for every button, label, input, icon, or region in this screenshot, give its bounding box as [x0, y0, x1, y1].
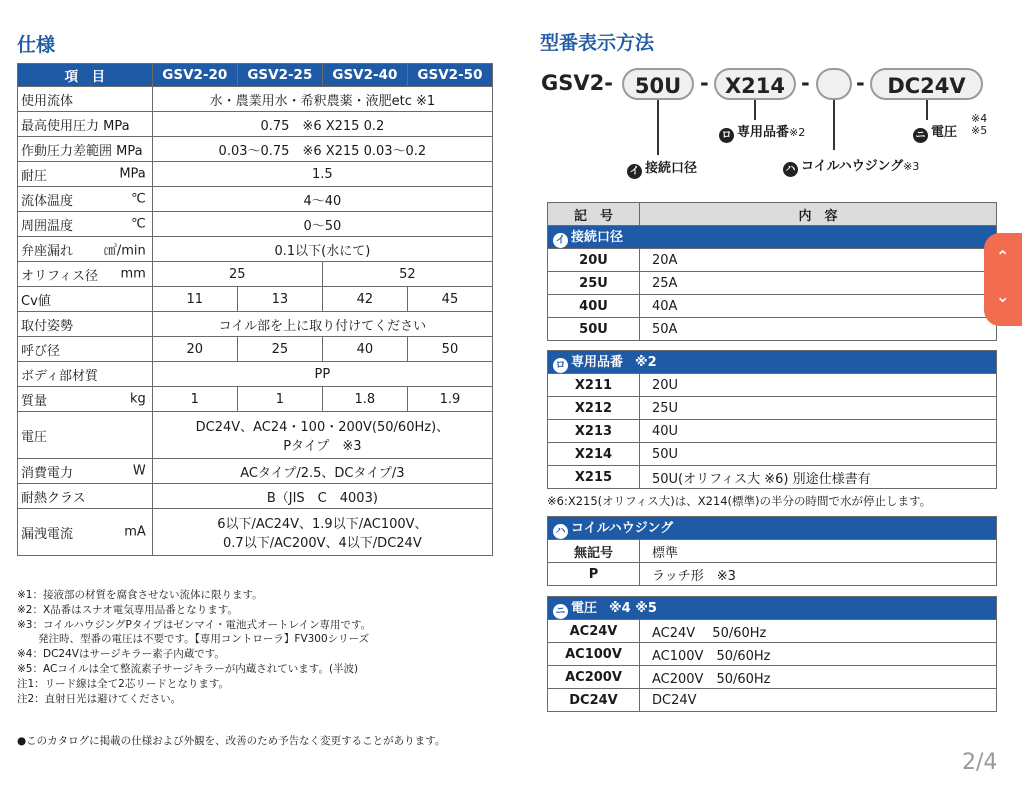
spec-value: B（JIS C 4003)	[152, 484, 492, 509]
spec-row	[18, 187, 493, 212]
spec-row-label	[18, 459, 153, 484]
spec-row	[18, 162, 493, 187]
spec-row	[18, 287, 493, 312]
spec-header-model: GSV2-40	[322, 64, 407, 87]
spec-value: 20	[152, 337, 237, 362]
code-part-voltage: DC24V	[870, 68, 983, 100]
code-symbol: AC100V	[548, 643, 640, 666]
code-symbol: X211	[548, 374, 640, 397]
note-line: 注2：直射日光は避けてください。	[17, 692, 182, 705]
code-symbol: 20U	[548, 249, 640, 272]
spec-row	[18, 362, 493, 387]
code-row	[548, 643, 997, 666]
code-group-table	[547, 350, 997, 489]
spec-value: 4～40	[152, 187, 492, 212]
spec-label-text: 最高使用圧力 MPa	[21, 118, 130, 134]
callout-ni	[913, 121, 957, 143]
code-row	[548, 620, 997, 643]
spec-value	[152, 509, 492, 556]
code-group-header	[548, 597, 997, 620]
note-line: 発注時、型番の電圧は不要です。【専用コントローラ】FV300シリーズ	[17, 633, 370, 646]
spec-value: コイル部を上に取り付けてください	[152, 312, 492, 337]
group-title-text: 専用品番	[571, 355, 624, 370]
disclaimer: ●このカタログに掲載の仕様および外観を、改善のため予告なく変更することがあります。	[17, 735, 446, 747]
code-symbol: X213	[548, 420, 640, 443]
spec-value: 11	[152, 287, 237, 312]
note-line: ※3：コイルハウジングPタイプはゼンマイ・電池式オートレイン専用です。	[17, 618, 372, 631]
page-scroll-control[interactable]	[984, 233, 1022, 326]
spec-row-label	[18, 312, 153, 337]
spec-row-label	[18, 337, 153, 362]
code-table-header-cell: 記 号	[548, 203, 640, 226]
note-line: ※1：接液部の材質を腐食させない流体に限ります。	[17, 589, 263, 601]
code-part-connection: 50U	[622, 68, 694, 100]
spec-label-text: 電圧	[21, 429, 48, 445]
code-group-header	[548, 517, 997, 540]
i-mark-icon: イ	[627, 164, 642, 179]
code-group-title	[548, 597, 997, 620]
code-description: DC24V	[640, 689, 997, 712]
group-title-text: コイルハウジング	[571, 521, 674, 536]
code-symbol: X215	[548, 466, 640, 489]
group-mark-icon: ニ	[553, 604, 568, 619]
callout-i	[627, 157, 697, 179]
spec-unit: mm	[120, 266, 146, 282]
callout-note: ※3	[903, 160, 920, 173]
spec-header-row	[18, 64, 493, 87]
spec-value: 0.03～0.75 ※6 X215 0.03～0.2	[152, 137, 492, 162]
group-title-text: 接続口径	[571, 230, 624, 245]
code-dash: -	[700, 71, 709, 95]
code-description: AC24V 50/60Hz	[640, 620, 997, 643]
spec-value: PP	[152, 362, 492, 387]
callout-ro	[719, 121, 805, 143]
code-description: 50U	[640, 443, 997, 466]
group-mark-icon: ロ	[553, 358, 568, 373]
spec-header-model: GSV2-25	[237, 64, 322, 87]
spec-value: 45	[407, 287, 492, 312]
code-symbol: 50U	[548, 318, 640, 341]
spec-label-text: オリフィス径	[21, 268, 98, 284]
code-description: ラッチ形 ※3	[640, 563, 997, 586]
code-description: AC100V 50/60Hz	[640, 643, 997, 666]
code-row	[548, 295, 997, 318]
callout-line	[833, 100, 835, 150]
ro-mark-icon: ロ	[719, 128, 734, 143]
code-description: 20A	[640, 249, 997, 272]
spec-label-text: 作動圧力差範囲 MPa	[21, 143, 143, 159]
spec-value: 1.5	[152, 162, 492, 187]
note-line: ※5：ACコイルは全て整流素子サージキラーが内蔵されています。(半波)	[17, 662, 359, 675]
note-6: ※6:X215(オリフィス大)は、X214(標準)の半分の時間で水が停止します。	[547, 494, 932, 508]
spec-value	[152, 412, 492, 459]
code-table-header-cell: 内 容	[640, 203, 997, 226]
spec-label-text: 周囲温度	[21, 218, 74, 234]
code-row	[548, 249, 997, 272]
spec-row-label	[18, 137, 153, 162]
code-description: 20U	[640, 374, 997, 397]
spec-row	[18, 87, 493, 112]
spec-label-text: 取付姿勢	[21, 318, 74, 334]
spec-row-label	[18, 112, 153, 137]
code-group-table	[547, 202, 997, 341]
spec-label-text: 呼び径	[21, 343, 61, 359]
code-part-special: X214	[714, 68, 796, 100]
group-note: ※4 ※5	[609, 601, 657, 616]
spec-row-label	[18, 87, 153, 112]
spec-row-label	[18, 362, 153, 387]
spec-row	[18, 112, 493, 137]
code-symbol: DC24V	[548, 689, 640, 712]
spec-value: 25	[237, 337, 322, 362]
spec-row-label	[18, 212, 153, 237]
code-row	[548, 666, 997, 689]
spec-value: 42	[322, 287, 407, 312]
spec-notes	[17, 588, 371, 706]
spec-row	[18, 262, 493, 287]
group-title-text: 電圧	[571, 601, 598, 616]
spec-row-label	[18, 187, 153, 212]
code-row	[548, 397, 997, 420]
code-symbol: AC200V	[548, 666, 640, 689]
code-symbol: X212	[548, 397, 640, 420]
note-line: ※4：DC24Vはサージキラー素子内蔵です。	[17, 648, 225, 661]
callout-text: コイルハウジング	[801, 159, 904, 174]
code-row	[548, 420, 997, 443]
code-row	[548, 540, 997, 563]
ha-mark-icon: ハ	[783, 162, 798, 177]
callout-note: ※2	[789, 126, 806, 139]
spec-header-model: GSV2-50	[407, 64, 492, 87]
spec-unit: MPa	[119, 166, 146, 182]
code-description: 50A	[640, 318, 997, 341]
group-note: ※2	[635, 355, 657, 370]
spec-unit: mA	[124, 524, 146, 540]
spec-unit: ℃	[131, 216, 146, 232]
code-symbol: X214	[548, 443, 640, 466]
spec-value: 13	[237, 287, 322, 312]
spec-row-label	[18, 162, 153, 187]
spec-row-label	[18, 509, 153, 556]
spec-value: 1	[237, 387, 322, 412]
code-dash: -	[801, 71, 810, 95]
ni-mark-icon: ニ	[913, 128, 928, 143]
spec-row	[18, 312, 493, 337]
code-description: 25A	[640, 272, 997, 295]
code-row	[548, 466, 997, 489]
code-row	[548, 689, 997, 712]
callout-ha	[783, 155, 919, 177]
code-group-title	[548, 517, 997, 540]
scroll-up-icon[interactable]: ⌃	[996, 247, 1010, 266]
callout-line	[657, 100, 659, 155]
spec-row	[18, 459, 493, 484]
spec-row	[18, 509, 493, 556]
spec-label-text: Cv値	[21, 293, 51, 309]
spec-label-text: 使用流体	[21, 93, 74, 109]
spec-label-text: 消費電力	[21, 465, 74, 481]
code-description: 40A	[640, 295, 997, 318]
code-row	[548, 374, 997, 397]
spec-label-text: 流体温度	[21, 193, 74, 209]
spec-row-label	[18, 412, 153, 459]
spec-unit: ℃	[131, 191, 146, 207]
code-symbol: P	[548, 563, 640, 586]
callout-text: 専用品番	[737, 125, 790, 140]
code-group-table	[547, 596, 997, 712]
code-table-header	[548, 203, 997, 226]
code-symbol: 25U	[548, 272, 640, 295]
callout-line	[754, 100, 756, 120]
model-code-title: 型番表示方法	[540, 32, 655, 54]
note-line: ※2：X品番はスナオ電気専用品番となります。	[17, 603, 238, 616]
spec-value-line: 6以下/AC24V、1.9以下/AC100V、	[217, 517, 428, 532]
spec-row	[18, 412, 493, 459]
spec-unit: kg	[129, 391, 146, 407]
spec-row-label	[18, 484, 153, 509]
spec-unit: ㎤/min	[103, 243, 146, 259]
code-row	[548, 443, 997, 466]
code-description: AC200V 50/60Hz	[640, 666, 997, 689]
spec-row-label	[18, 287, 153, 312]
spec-row	[18, 484, 493, 509]
spec-value: 1.8	[322, 387, 407, 412]
spec-value: 0.75 ※6 X215 0.2	[152, 112, 492, 137]
spec-value: 40	[322, 337, 407, 362]
callout-note: ※4	[971, 112, 988, 125]
spec-value: 水・農業用水・希釈農薬・液肥etc ※1	[152, 87, 492, 112]
callout-ni-notes	[971, 113, 987, 137]
code-description: 25U	[640, 397, 997, 420]
spec-table	[17, 63, 493, 556]
code-row	[548, 318, 997, 341]
spec-value-line: Pタイプ ※3	[283, 439, 362, 454]
code-row	[548, 563, 997, 586]
spec-row-label	[18, 237, 153, 262]
spec-label-text: 質量	[21, 393, 48, 409]
spec-row	[18, 387, 493, 412]
code-prefix: GSV2-	[541, 71, 613, 95]
spec-label-text: 漏洩電流	[21, 526, 74, 542]
spec-value: 0.1以下(水にて)	[152, 237, 492, 262]
spec-row	[18, 237, 493, 262]
spec-title: 仕様	[17, 34, 56, 56]
code-description: 50U(オリフィス大 ※6) 別途仕様書有	[640, 466, 997, 489]
spec-header-model: GSV2-20	[152, 64, 237, 87]
spec-row	[18, 212, 493, 237]
code-description: 標準	[640, 540, 997, 563]
callout-text: 電圧	[931, 125, 958, 140]
spec-value-line: DC24V、AC24・100・200V(50/60Hz)、	[195, 420, 450, 435]
page-indicator: 2/4	[962, 750, 998, 775]
code-symbol: 無記号	[548, 540, 640, 563]
spec-value-line: 0.7以下/AC200V、4以下/DC24V	[223, 536, 422, 551]
spec-value: ACタイプ/2.5、DCタイプ/3	[152, 459, 492, 484]
spec-value: 52	[322, 262, 492, 287]
code-part-housing	[816, 68, 852, 100]
spec-value: 25	[152, 262, 322, 287]
code-description: 40U	[640, 420, 997, 443]
group-mark-icon: ハ	[553, 524, 568, 539]
spec-label-text: 耐熱クラス	[21, 490, 86, 506]
spec-header-item: 項 目	[18, 64, 153, 87]
spec-row	[18, 337, 493, 362]
callout-text: 接続口径	[645, 161, 698, 176]
callout-line	[926, 100, 928, 120]
callout-note: ※5	[971, 124, 988, 137]
code-group-header	[548, 351, 997, 374]
spec-value: 0～50	[152, 212, 492, 237]
spec-value: 1.9	[407, 387, 492, 412]
spec-row-label	[18, 387, 153, 412]
code-row	[548, 272, 997, 295]
spec-row-label	[18, 262, 153, 287]
spec-value: 50	[407, 337, 492, 362]
code-symbol: 40U	[548, 295, 640, 318]
spec-label-text: ボディ部材質	[21, 368, 98, 384]
spec-unit: W	[132, 463, 146, 479]
code-group-title	[548, 351, 997, 374]
code-group-header	[548, 226, 997, 249]
note-line: 注1：リード線は全て2芯リードとなります。	[17, 677, 230, 690]
spec-label-text: 耐圧	[21, 168, 48, 184]
group-mark-icon: イ	[553, 233, 568, 248]
code-symbol: AC24V	[548, 620, 640, 643]
spec-label-text: 弁座漏れ	[21, 243, 74, 259]
scroll-down-icon[interactable]: ⌄	[996, 287, 1010, 306]
code-group-table	[547, 516, 997, 586]
spec-row	[18, 137, 493, 162]
spec-value: 1	[152, 387, 237, 412]
code-dash: -	[856, 71, 865, 95]
code-group-title	[548, 226, 997, 249]
